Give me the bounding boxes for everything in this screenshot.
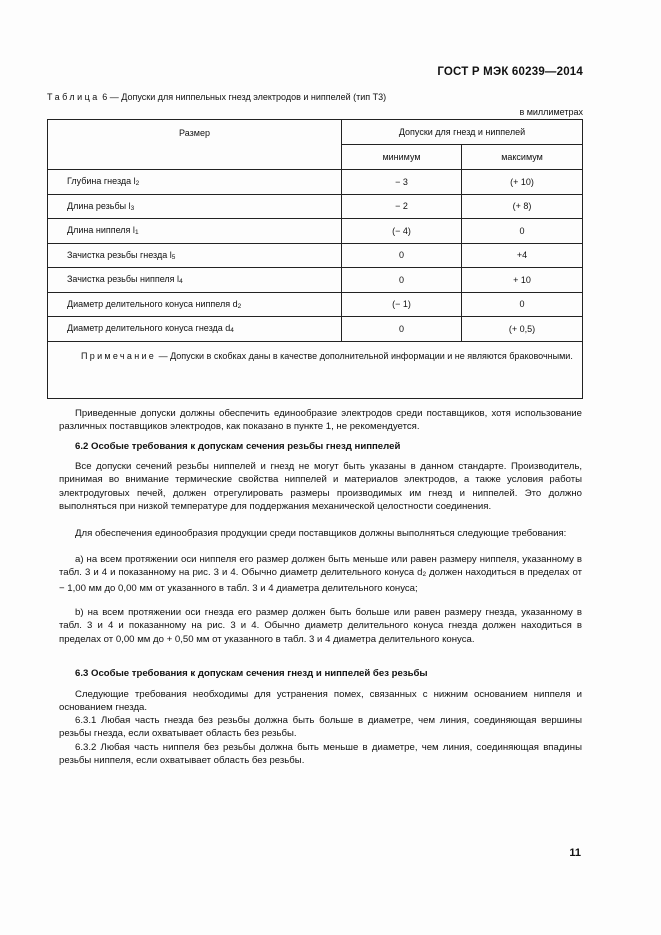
table-row <box>48 194 583 219</box>
table-row <box>48 317 583 342</box>
paragraph-6-3-1: 6.3.1 Любая часть гнезда без резьбы должна быть больше в диаметре, чем линия, соединяющая вершины резьбы гнезда, если охватывает область без резьбы. <box>59 715 582 740</box>
paragraph-thread-tolerances: Все допуски сечений резьбы ниппелей и гнезд не могут быть указаны в данном стандарте. Производитель, принимая во внимание термические свойства ниппелей и материалов электродов, а также условия работы электродуговых печей, должен отрегулировать размеры производимых им гнезд и ниппелей. Это должно выполняться при низкой температуре для поддержания механической целостности соединения. <box>59 461 582 513</box>
table-row <box>48 243 583 268</box>
row-min: − 2 <box>342 194 462 219</box>
row-name: Глубина гнезда $l_2$ <box>48 170 342 195</box>
header-tolerances: Допуски для гнезд и ниппелей <box>342 120 583 145</box>
table-units: в миллиметрах <box>519 107 583 117</box>
paragraph-requirements-intro: Для обеспечения единообразия продукции среди поставщиков должны выполняться следующие требования: <box>75 528 567 539</box>
table-row <box>48 170 583 195</box>
row-min: (− 4) <box>342 219 462 244</box>
tolerance-table <box>47 119 583 399</box>
row-name: Диаметр делительного конуса ниппеля $d_2$ <box>48 292 342 317</box>
header-min: минимум <box>342 145 462 170</box>
section-heading-6-3: 6.3 Особые требования к допускам сечения гнезд и ниппелей без резьбы <box>75 668 428 679</box>
table-caption-text: 6 — Допуски для ниппельных гнезд электродов и ниппелей (тип T3) <box>99 92 387 102</box>
note-text: — Допуски в скобках даны в качестве дополнительной информации и не являются браковочными. <box>156 350 573 361</box>
row-name: Длина резьбы $l_3$ <box>48 194 342 219</box>
row-min: (− 1) <box>342 292 462 317</box>
table-caption <box>47 92 386 102</box>
table-caption-word: Таблица <box>47 92 100 102</box>
row-max: 0 <box>462 292 583 317</box>
document-header: ГОСТ Р МЭК 60239—2014 <box>437 66 583 78</box>
paragraph-item-a: а) на всем протяжении оси ниппеля его размер должен быть меньше или равен размеру ниппеля, указанному в табл. 3 и 4 и показанному на рис. 3 и 4. Обычно диаметр делительного конуса $d_2$ должен находиться в пределах от − 1,00 мм до 0,00 мм от указанного в табл. 3 и 4 диаметра делительного конуса; <box>59 554 582 594</box>
table-row <box>48 219 583 244</box>
table-note <box>48 341 583 398</box>
row-max: (+ 0,5) <box>462 317 583 342</box>
table-row <box>48 268 583 293</box>
paragraph-unthreaded-intro: Следующие требования необходимы для устранения помех, связанных с нижним основанием ниппеля и основанием гнезда. <box>59 689 582 714</box>
row-name: Диаметр делительного конуса гнезда $d_4$ <box>48 317 342 342</box>
row-max: + 10 <box>462 268 583 293</box>
row-min: 0 <box>342 317 462 342</box>
paragraph-item-b: b) на всем протяжении оси гнезда его размер должен быть больше или равен размеру гнезда, указанному в табл. 3 и 4 и показанному на рис. 3 и 4. Обычно диаметр делительного конуса гнезда должен находиться в пределах от 0,00 мм до + 0,50 мм от указанного в табл. 3 и 4 диаметра делительного конуса. <box>59 607 582 645</box>
paragraph-tolerances: Приведенные допуски должны обеспечить единообразие электродов среди поставщиков, хотя использование различных поставщиков электродов, как показано в пункте 1, не рекомендуется. <box>59 408 582 433</box>
note-label: Примечание <box>81 350 157 361</box>
section-heading-6-2: 6.2 Особые требования к допускам сечения резьбы гнезд ниппелей <box>75 441 401 452</box>
table-row <box>48 292 583 317</box>
row-max: (+ 8) <box>462 194 583 219</box>
header-size: Размер <box>48 120 342 170</box>
row-name: Зачистка резьбы гнезда $l_5$ <box>48 243 342 268</box>
row-min: 0 <box>342 268 462 293</box>
row-max: (+ 10) <box>462 170 583 195</box>
header-max: максимум <box>462 145 583 170</box>
row-max: +4 <box>462 243 583 268</box>
paragraph-6-3-2: 6.3.2 Любая часть ниппеля без резьбы должна быть меньше в диаметре, чем линия, соединяющая впадины резьбы ниппеля, если охватывает область без резьбы. <box>59 742 582 767</box>
row-name: Зачистка резьбы ниппеля $l_4$ <box>48 268 342 293</box>
row-min: 0 <box>342 243 462 268</box>
row-min: − 3 <box>342 170 462 195</box>
row-name: Длина ниппеля $l_1$ <box>48 219 342 244</box>
page-number: 11 <box>569 847 581 859</box>
row-max: 0 <box>462 219 583 244</box>
